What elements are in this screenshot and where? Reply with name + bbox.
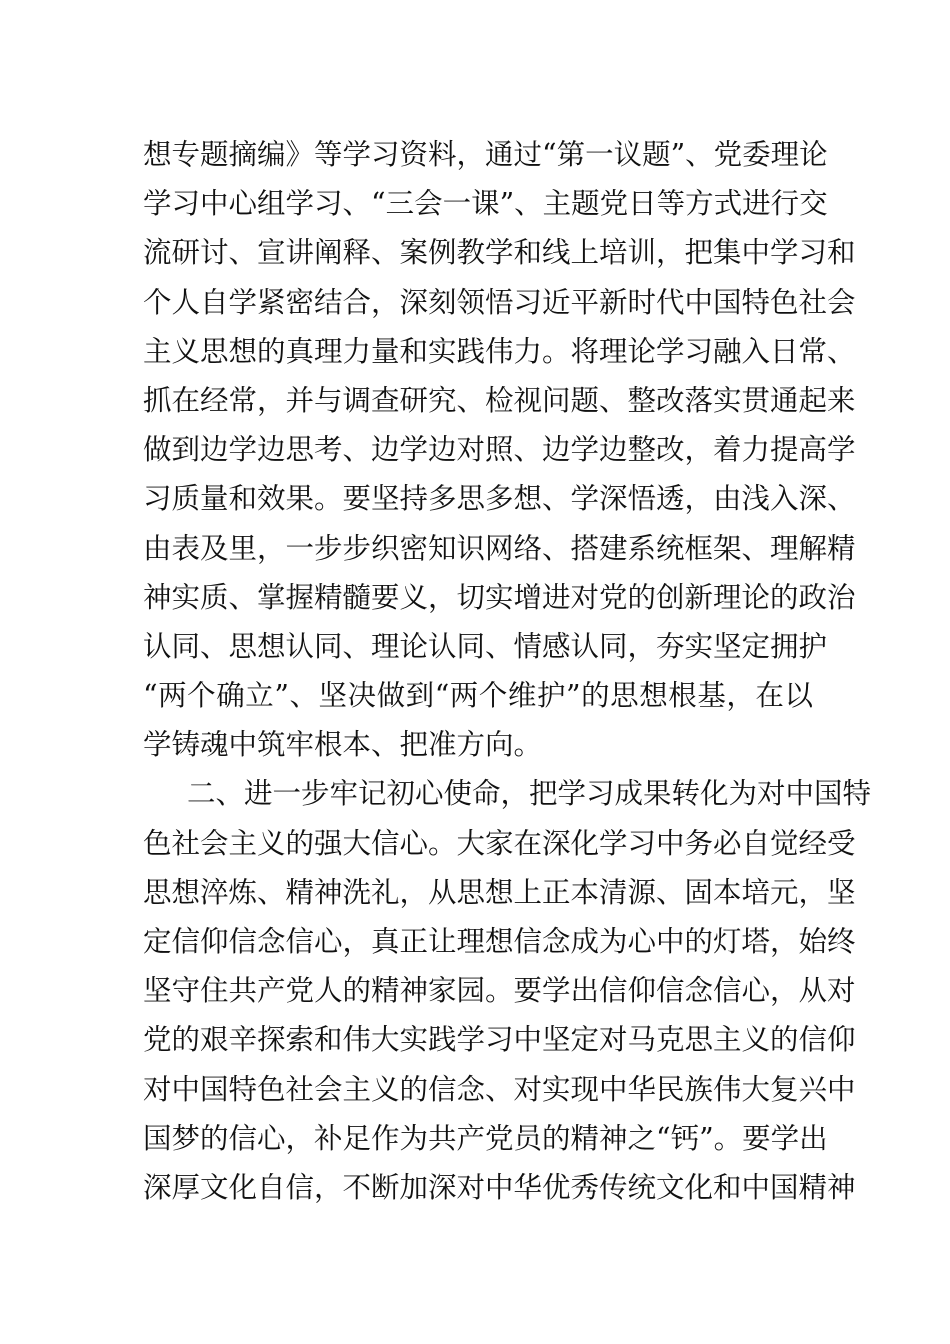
- text-line: 定信仰信念信心，真正让理想信念成为心中的灯塔，始终: [143, 925, 856, 958]
- text-line: 对中国特色社会主义的信念、对实现中华民族伟大复兴中: [143, 1072, 856, 1106]
- text-line: 主义思想的真理力量和实践伟力。将理论学习融入日常、: [143, 334, 856, 368]
- text-line: 党的艰辛探索和伟大实践学习中坚定对马克思主义的信仰: [143, 1023, 856, 1057]
- paragraph-1: [143, 130, 856, 769]
- text-line: 由表及里，一步步织密知识网络、搭建系统框架、理解精: [143, 531, 856, 565]
- text-line: 抓在经常，并与调查研究、检视问题、整改落实贯通起来: [143, 383, 856, 417]
- text-line: 二、进一步牢记初心使命，把学习成果转化为对中国特: [187, 777, 872, 811]
- text-line: 神实质、掌握精髓要义，切实增进对党的创新理论的政治: [143, 580, 856, 614]
- text-line: “两个确立”、坚决做到“两个维护”的思想根基，在以: [143, 679, 813, 713]
- text-line: 学铸魂中筑牢根本、把准方向。: [143, 728, 543, 762]
- text-line: 个人自学紧密结合，深刻领悟习近平新时代中国特色社会: [143, 285, 856, 319]
- text-line: 学习中心组学习、“三会一课”、主题党日等方式进行交: [143, 187, 828, 221]
- text-line: 想专题摘编》等学习资料，通过“第一议题”、党委理论: [143, 138, 828, 171]
- text-line: 国梦的信心，补足作为共产党员的精神之“钙”。要学出: [143, 1121, 828, 1155]
- text-line: 思想淬炼、精神洗礼，从思想上正本清源、固本培元，坚: [143, 875, 856, 909]
- text-line: 习质量和效果。要坚持多思多想、学深悟透，由浅入深、: [143, 482, 856, 516]
- paragraph-2: [143, 769, 872, 1212]
- text-line: 坚守住共产党人的精神家园。要学出信仰信念信心，从对: [143, 974, 856, 1008]
- text-line: 色社会主义的强大信心。大家在深化学习中务必自觉经受: [143, 826, 856, 860]
- text-line: 流研讨、宣讲阐释、案例教学和线上培训，把集中学习和: [143, 236, 856, 270]
- text-line: 做到边学边思考、边学边对照、边学边整改，着力提高学: [143, 433, 856, 467]
- body-text: [143, 130, 872, 1212]
- text-line: 认同、思想认同、理论认同、情感认同，夯实坚定拥护: [143, 629, 828, 663]
- text-line: 深厚文化自信，不断加深对中华优秀传统文化和中国精神: [143, 1170, 856, 1204]
